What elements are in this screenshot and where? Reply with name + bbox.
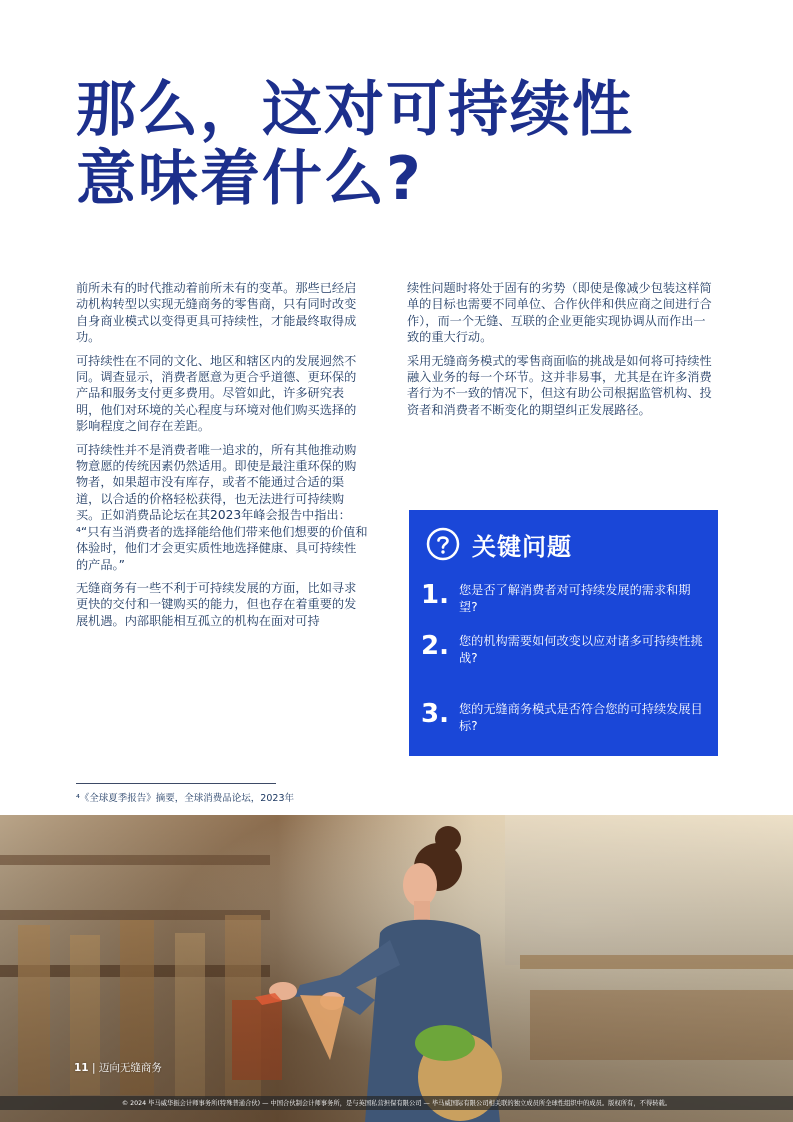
body-column-right bbox=[407, 280, 712, 425]
key-questions-title: 关键问题 bbox=[472, 532, 572, 561]
page-title bbox=[76, 76, 726, 214]
page-number: 11 bbox=[74, 1062, 89, 1074]
paragraph: 可持续性在不同的文化、地区和辖区内的发展迥然不同。调查显示，消费者愿意为更合乎道德、更环保的产品和服务支付更多费用。尽管如此，许多研究表明，他们对环境的关心程度与环境对他们购买选择的影响程度之间存在差距。 bbox=[76, 353, 357, 434]
page-label bbox=[74, 1060, 162, 1075]
question-text: 您的无缝商务模式是否符合您的可持续发展目标? bbox=[459, 702, 703, 733]
paragraph: 采用无缝商务模式的零售商面临的挑战是如何将可持续性融入业务的每一个环节。这并非易事，尤其是在许多消费者行为不一致的情况下，但这有助公司根据监管机构、投资者和消费者不断变化的期望纠正发展路径。 bbox=[407, 353, 712, 417]
paragraph: 可持续性并不是消费者唯一追求的，所有其他推动购物意愿的传统因素仍然适用。即使是最注重环保的购物者，如果超市没有库存，或者不能通过合适的渠道，以合适的价格轻松获得，也无法进行可持续购买。正如消费品论坛在其2023年峰会报告中指出：⁴“只有当消费者的选择能给他们带来他们想要的价值和体验时，他们才会更实质性地选择健康、具可持续性的产品。” bbox=[76, 442, 368, 572]
footnote: ⁴《全球夏季报告》摘要，全球消费品论坛，2023年 bbox=[76, 793, 294, 804]
question-item bbox=[417, 631, 707, 667]
question-circle-icon bbox=[426, 527, 460, 561]
question-item bbox=[417, 580, 707, 616]
page-title-line-2: 意味着什么? bbox=[76, 144, 423, 214]
store-photo bbox=[0, 815, 793, 1122]
question-number: 1. bbox=[421, 580, 449, 610]
key-questions-box bbox=[409, 510, 718, 756]
page-separator: | bbox=[91, 1062, 96, 1074]
paragraph: 前所未有的时代推动着前所未有的变革。那些已经启动机构转型以实现无缝商务的零售商，只有同时改变自身商业模式以变得更具可持续性，才能最终取得成功。 bbox=[76, 281, 357, 345]
paragraph: 续性问题时将处于固有的劣势（即使是像减少包装这样简单的目标也需要不同单位、合作伙伴和供应商之间进行合作），而一个无缝、互联的企业更能实现协调从而作出一致的重大行动。 bbox=[407, 281, 712, 345]
body-column-left bbox=[76, 280, 368, 636]
footnote-divider bbox=[76, 783, 276, 784]
section-name: 迈向无缝商务 bbox=[98, 1062, 162, 1074]
question-text: 您是否了解消费者对可持续发展的需求和期望? bbox=[459, 583, 691, 614]
page-title-line-1: 那么，这对可持续性 bbox=[76, 75, 634, 145]
question-number: 3. bbox=[421, 699, 449, 729]
paragraph: 无缝商务有一些不利于可持续发展的方面，比如寻求更快的交付和一键购买的能力，但也存在着重要的发展机遇。内部职能相互孤立的机构在面对可持 bbox=[76, 580, 357, 628]
copyright-notice: © 2024 毕马威华振会计师事务所(特殊普通合伙) — 中国合伙制会计师事务所，是与英国私营担保有限公司 — 毕马威国际有限公司相关联的独立成员所全球性组织中的成员。版权所有，不得转载。 bbox=[121, 1100, 672, 1107]
key-questions-header bbox=[426, 524, 572, 564]
question-number: 2. bbox=[421, 631, 449, 661]
question-text: 您的机构需要如何改变以应对诸多可持续性挑战? bbox=[459, 634, 703, 665]
question-item bbox=[417, 699, 707, 735]
